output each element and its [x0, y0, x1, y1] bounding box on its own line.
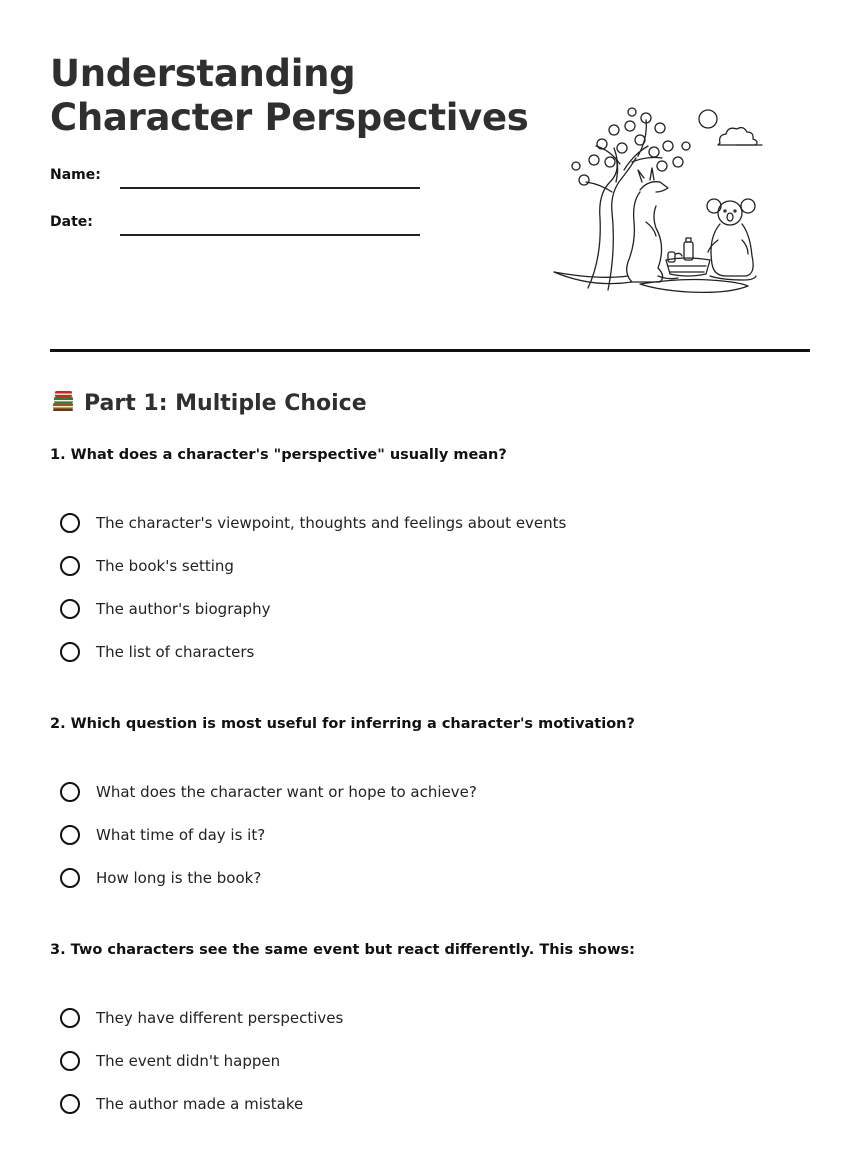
- question-2-option-c[interactable]: [60, 856, 477, 899]
- section-title-text: Part 1: Multiple Choice: [84, 391, 367, 416]
- question-3-text: 3. Two characters see the same event but react differently. This shows:: [50, 942, 635, 958]
- question-3-option-c[interactable]: [60, 1082, 343, 1125]
- question-1: [50, 445, 810, 661]
- radio-button[interactable]: [60, 1094, 80, 1114]
- question-3-option-b[interactable]: [60, 1039, 343, 1082]
- name-line[interactable]: [120, 187, 420, 189]
- option-label: What time of day is it?: [96, 825, 266, 844]
- question-3: [50, 940, 810, 1113]
- radio-button[interactable]: [60, 1051, 80, 1071]
- question-1-option-c[interactable]: [60, 587, 566, 630]
- question-1-option-d[interactable]: [60, 630, 566, 673]
- option-label: The author's biography: [96, 599, 271, 618]
- worksheet-header: [50, 0, 810, 352]
- option-label: The character's viewpoint, thoughts and feelings about events: [96, 513, 567, 532]
- radio-button[interactable]: [60, 513, 80, 533]
- question-2-option-a[interactable]: [60, 770, 477, 813]
- name-label: Name:: [50, 167, 101, 183]
- question-3-option-a[interactable]: [60, 996, 343, 1039]
- question-1-option-b[interactable]: [60, 544, 566, 587]
- option-label: The event didn't happen: [96, 1051, 281, 1070]
- title-line-2: Character Perspectives: [50, 96, 529, 139]
- radio-button[interactable]: [60, 599, 80, 619]
- question-1-options: [60, 501, 566, 673]
- option-label: The author made a mistake: [96, 1094, 304, 1113]
- date-field[interactable]: [50, 214, 430, 244]
- kangaroo-koala-picnic-illustration: [550, 100, 770, 295]
- name-field[interactable]: [50, 167, 430, 197]
- question-2: [50, 714, 810, 887]
- question-2-option-b[interactable]: [60, 813, 477, 856]
- question-1-option-a[interactable]: [60, 501, 566, 544]
- radio-button[interactable]: [60, 868, 80, 888]
- radio-button[interactable]: [60, 556, 80, 576]
- header-divider: [50, 349, 810, 352]
- question-3-options: [60, 996, 343, 1125]
- option-label: How long is the book?: [96, 868, 262, 887]
- date-line[interactable]: [120, 234, 420, 236]
- radio-button[interactable]: [60, 825, 80, 845]
- page-title: [50, 52, 529, 140]
- option-label: The book's setting: [96, 556, 234, 575]
- date-label: Date:: [50, 214, 93, 230]
- question-2-text: 2. Which question is most useful for inferring a character's motivation?: [50, 716, 635, 732]
- radio-button[interactable]: [60, 642, 80, 662]
- radio-button[interactable]: [60, 1008, 80, 1028]
- worksheet-page: [50, 0, 810, 1161]
- option-label: The list of characters: [96, 642, 255, 661]
- option-label: What does the character want or hope to achieve?: [96, 782, 477, 801]
- section-title-part-1: [50, 388, 367, 420]
- question-2-options: [60, 770, 477, 899]
- question-1-text: 1. What does a character's "perspective" usually mean?: [50, 447, 507, 463]
- radio-button[interactable]: [60, 782, 80, 802]
- option-label: They have different perspectives: [96, 1008, 344, 1027]
- title-line-1: Understanding: [50, 52, 356, 95]
- books-icon: [50, 388, 76, 414]
